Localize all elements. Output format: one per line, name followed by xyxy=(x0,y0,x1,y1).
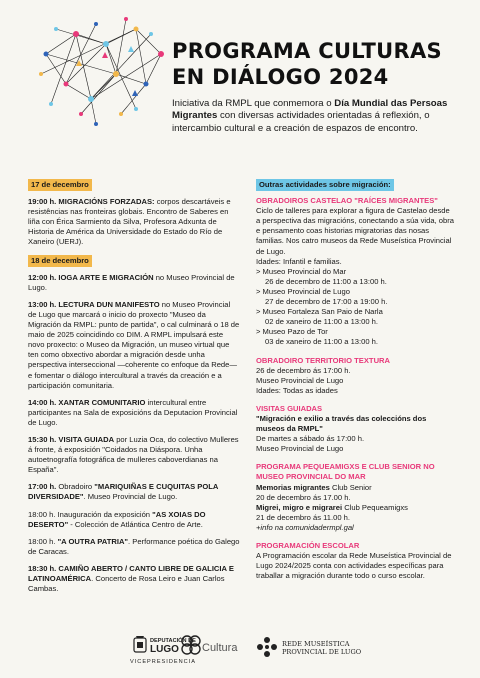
location-name: > Museo Provincial de Lugo xyxy=(256,286,350,296)
visitas-theme: "Migración e exilio a través das coleccións dos museos da RMPL" xyxy=(256,413,427,434)
location-item xyxy=(256,287,456,307)
network-logo-icon xyxy=(36,14,172,134)
event-3-title: 13:00 h. LECTURA DUN MANIFESTO xyxy=(28,299,160,309)
location-name: > Museo Fortaleza San Paio de Narla xyxy=(256,307,383,317)
location-name: > Museo Provincial do Mar xyxy=(256,266,347,276)
location-date: 02 de xaneiro de 11:00 a 13:00 h. xyxy=(265,317,379,327)
pequeamigxs-line-1 xyxy=(256,483,456,493)
event-6-text: . Museo Provincial de Lugo. xyxy=(83,492,178,502)
event-2 xyxy=(28,273,240,293)
event-6 xyxy=(28,482,240,502)
footer-logos xyxy=(0,628,480,668)
location-date: 03 de xaneiro de 11:00 a 13:00 h. xyxy=(265,337,379,347)
cultura-text: Cultura xyxy=(202,642,238,654)
event-6-mid: Obradoiro xyxy=(58,482,95,492)
event-7-text: - Colección de Atlántica Centro de Arte. xyxy=(68,519,203,529)
pequeamigxs-line-3 xyxy=(256,503,456,513)
section-visitas-title: VISITAS GUIADAS xyxy=(256,403,323,413)
rede-museistica-emblem-icon xyxy=(256,636,278,658)
dep-de: DE xyxy=(188,638,196,644)
day-label-18: 18 de decembro xyxy=(28,255,92,267)
castelao-locations xyxy=(256,267,456,348)
section-castelao-body: Ciclo de talleres para explorar a figura de Castelao desde a perspectiva das migracións, conectando a súa vida, obra e pensamento coas historias migratorias das nosas familias. Nos catro museos da Rede Museística Provincial de Lugo. xyxy=(256,206,454,256)
event-2-text: no Museo Provincial de Lugo. xyxy=(28,272,235,292)
section-visitas-body xyxy=(256,414,456,454)
event-1 xyxy=(28,197,240,247)
textura-place: Museo Provincial de Lugo xyxy=(256,375,344,385)
section-textura-title: OBRADOIRO TERRITORIO TEXTURA xyxy=(256,355,391,365)
event-8-title: "A OUTRA PATRIA" xyxy=(57,536,129,546)
deputacion-crest-icon xyxy=(132,634,148,656)
event-7-title: "AS XOIAS DO DESERTO" xyxy=(28,509,206,529)
event-1-text: corpos descartáveis e resistências nas fronteiras globais. Encontro de Saberes en liña con Érica Sarmiento da Silva, Profesora Adxunta de Historia de América da Universidade do Estado do Río de Xaneiro (UERJ). xyxy=(28,197,231,247)
event-5 xyxy=(28,435,240,475)
section-escolar-body: A Programación escolar da Rede Museística Provincial de Lugo 2024/2025 conta con actividades específicas para traballar a migración durante todo o curso escolar. xyxy=(256,551,452,581)
memorias-title: Memorias migrantes xyxy=(256,482,330,492)
location-date: 27 de decembro de 17:00 a 19:00 h. xyxy=(265,297,388,307)
event-7-pre: 18:00 h. Inauguración da exposición xyxy=(28,509,153,519)
more-info-link[interactable]: +info na comunidadermpl.gal xyxy=(256,522,354,532)
migrei-date: 21 de decembro ás 11.00 h. xyxy=(256,512,351,522)
event-4-text: intercultural entre participantes na Sala de exposicións da Deputacion Provincial de Lugo. xyxy=(28,397,238,427)
event-9 xyxy=(28,564,240,594)
location-item xyxy=(256,267,456,287)
event-5-title: 15:30 h. VISITA GUIADA xyxy=(28,434,115,444)
program-right-column xyxy=(256,179,456,589)
title-line-1: PROGRAMA CULTURAS xyxy=(172,39,442,63)
event-3-text: no Museo Provincial de Lugo que marcará o inicio do proxecto "Museo da Migración da RMPL: punto de partida", o cal culminará o 18 de maio de 2025 coincidindo co DIM. A RMPL impulsará este novo proxecto: o Museo da Migración, un museo virtual que ten como obxectivo abordar a migración desde unha perspectiva interseccional —coherente co enfoque da Rede— e fomentar o diálogo intercultural a través da creación e a participación comunitaria. xyxy=(28,299,240,390)
event-4 xyxy=(28,398,240,428)
event-1-title: 19:00 h. MIGRACIÓNS FORZADAS: xyxy=(28,197,155,207)
rede-museistica-logo xyxy=(256,632,376,664)
dep-top: DEPUTACIÓN xyxy=(150,638,187,644)
location-item xyxy=(256,307,456,327)
migrei-club: Club Pequeamigxs xyxy=(342,502,408,512)
memorias-club: Club Senior xyxy=(329,482,372,492)
event-9-title: 18:30 h. CAMIÑO ABERTO / CANTO LIBRE DE GALICIA E LATINOAMÉRICA xyxy=(28,563,234,583)
section-textura-body xyxy=(256,366,456,396)
event-4-title: 14:00 h. XANTAR COMUNITARIO xyxy=(28,397,146,407)
event-8 xyxy=(28,537,240,557)
cultura-knot-icon xyxy=(180,634,202,656)
location-item xyxy=(256,327,456,347)
migrei-title: Migrei, migro e migrarei xyxy=(256,502,343,512)
rede-line-2: PROVINCIAL DE LUGO xyxy=(282,648,362,656)
other-activities-label: Outras actividades sobre migración: xyxy=(256,179,394,191)
event-5-text: por Luzia Oca, do colectivo Mulleres á fronte, á exposición "Coidados na Diáspora. Unha autoetnografía fotográfica de mulleres caboverdianas na España". xyxy=(28,434,239,475)
section-pequeamigxs-body xyxy=(256,483,456,533)
section-escolar-title: PROGRAMACIÓN ESCOLAR xyxy=(256,541,360,550)
day-label-17: 17 de decembro xyxy=(28,179,92,191)
section-pequeamigxs-title: PROGRAMA PEQUEAMIGXS E CLUB SENIOR NO MUSEO PROVINCIAL DO MAR xyxy=(256,462,435,482)
page-title xyxy=(172,38,442,90)
visitas-schedule: De martes a sábado ás 17:00 h. xyxy=(256,434,365,444)
event-8-text: . Performance poética do Galego de Caracas. xyxy=(28,536,240,556)
event-2-title: 12:00 h. IOGA ARTE E MIGRACIÓN xyxy=(28,272,154,282)
event-6-time: 17:00 h. xyxy=(28,482,59,492)
intro-pre: Iniciativa da RMPL que conmemora o xyxy=(172,98,335,109)
section-castelao-title: OBRADOIROS CASTELAO "RAÍCES MIGRANTES" xyxy=(256,196,438,206)
event-3 xyxy=(28,300,240,391)
location-date: 26 de decembro de 11:00 a 13:00 h. xyxy=(265,276,387,286)
section-castelao-ages: Idades: Infantil e familias. xyxy=(256,256,342,266)
vicepresidencia-text: VICEPRESIDENCIA xyxy=(130,659,196,665)
event-9-text: . Concerto de Rosa Leiro e Juan Carlos Cambas. xyxy=(28,574,225,594)
event-6-title: "MARIQUIÑAS E CUQUITAS POLA DIVERSIDADE" xyxy=(28,482,219,502)
textura-date: 26 de decembro ás 17:00 h. xyxy=(256,365,351,375)
intro-bold: Día Mundial das Persoas Migrantes xyxy=(172,98,448,122)
event-7 xyxy=(28,510,240,530)
rede-line-1: REDE MUSEÍSTICA xyxy=(282,640,350,648)
location-name: > Museo Pazo de Tor xyxy=(256,327,328,337)
textura-ages: Idades: Todas as idades xyxy=(256,385,338,395)
visitas-place: Museo Provincial de Lugo xyxy=(256,444,344,454)
program-left-column xyxy=(28,179,240,601)
intro-post: con diversas actividades orientadas á reflexión, o intercambio cultural e a creación de espazos de encontro. xyxy=(172,110,430,134)
memorias-date: 20 de decembro ás 17.00 h. xyxy=(256,492,351,502)
deputacion-lugo: LUGO xyxy=(150,644,179,655)
title-line-2: EN DIÁLOGO 2024 xyxy=(172,65,389,89)
intro-text xyxy=(172,98,462,135)
rede-text xyxy=(282,640,361,656)
event-8-pre: 18:00 h. xyxy=(28,536,58,546)
